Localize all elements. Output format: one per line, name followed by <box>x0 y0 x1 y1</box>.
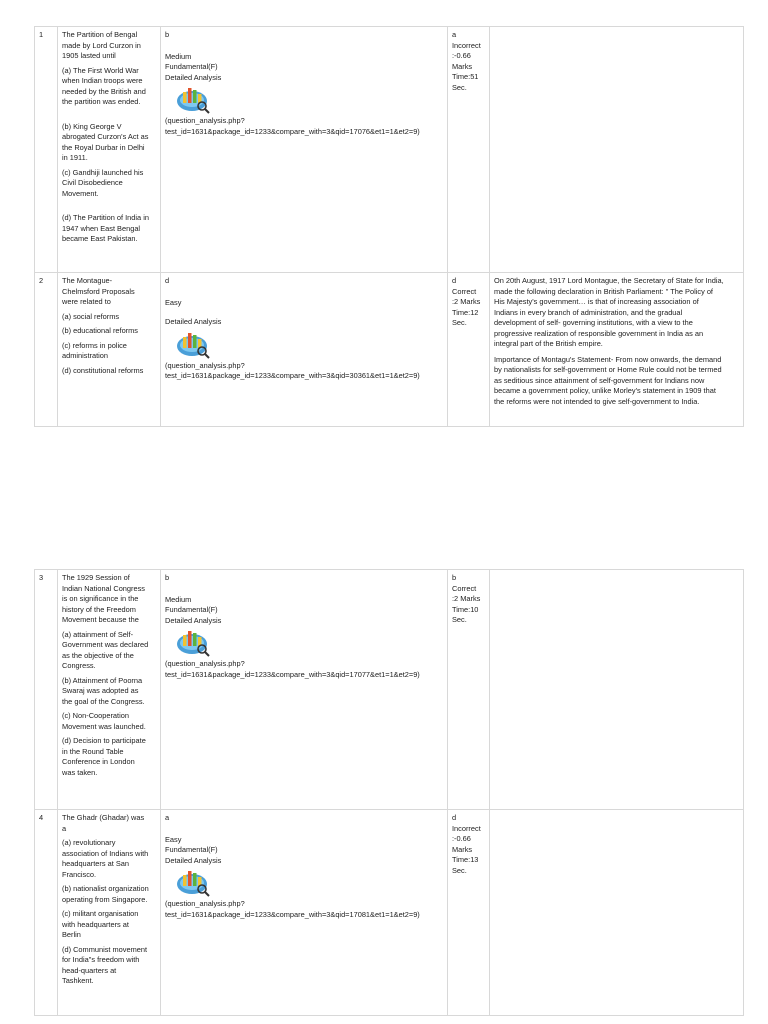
difficulty-label: Easy <box>165 297 182 307</box>
correct-answer: d <box>452 813 457 822</box>
question-cell <box>58 570 161 810</box>
result-marks: :-0.66 <box>452 834 471 844</box>
your-answer: b <box>165 573 170 582</box>
result-marks-label: Marks <box>452 844 473 854</box>
option-b: (b) King George V abrogated Curzon's Act as the Royal Durbar in Delhi in 1911. <box>62 121 149 163</box>
answer-cell <box>161 273 448 427</box>
option-a: (a) attainment of Self- Government was declared as the objective of the Congress. <box>62 629 149 671</box>
question-cell <box>58 273 161 427</box>
result-cell <box>448 273 490 427</box>
question-text: The 1929 Session of Indian National Congress is on significance in the history of the Freedom Movement because the <box>62 573 145 625</box>
your-answer: a <box>165 813 170 822</box>
question-number: 1 <box>35 27 58 273</box>
question-cell <box>58 27 161 273</box>
question-number: 3 <box>35 570 58 810</box>
result-marks-label: Marks <box>452 61 473 71</box>
result-time: Time:10 <box>452 604 479 614</box>
question-table-2 <box>34 569 744 1016</box>
explanation-paragraph: Importance of Montagu's Statement- From now onwards, the demand by nationalists for self-government or Home Rule could not be termed as seditious since attainment of self-government for Indians now became a government policy, unlike Morley's statement in 1909 that the reforms were not intended to give self-government to India. <box>494 354 722 406</box>
result-time-unit: Sec. <box>452 865 467 875</box>
question-table-1 <box>34 26 744 427</box>
correct-answer: d <box>452 276 457 285</box>
option-c: (c) militant organisation with headquarters at Berlin <box>62 909 139 940</box>
analysis-chart-icon[interactable] <box>174 84 212 114</box>
result-cell <box>448 810 490 1016</box>
analysis-url[interactable]: (question_analysis.php? test_id=1631&package_id=1233&compare_with=3&qid=17076&et1=1&et2=9) <box>165 116 420 136</box>
option-d: (d) constitutional reforms <box>62 365 144 375</box>
option-a: (a) The First World War when Indian troops were needed by the British and the partition was ended. <box>62 65 146 107</box>
detailed-analysis-link[interactable]: Detailed Analysis <box>165 317 222 327</box>
option-c: (c) reforms in police administration <box>62 340 127 361</box>
option-d: (d) The Partition of India in 1947 when East Bengal became East Pakistan. <box>62 213 149 244</box>
table-row <box>35 273 744 427</box>
option-a: (a) revolutionary association of Indians with headquarters at San Francisco. <box>62 838 149 879</box>
difficulty-label: Easy <box>165 834 182 844</box>
option-d: (d) Decision to participate in the Round Table Conference in London was taken. <box>62 736 146 777</box>
difficulty-label: Medium <box>165 594 192 604</box>
result-time-unit: Sec. <box>452 82 467 92</box>
question-cell <box>58 810 161 1016</box>
your-answer: b <box>165 30 170 39</box>
question-text: The Ghadr (Ghadar) was a <box>62 813 145 833</box>
option-b: (b) nationalist organization operating from Singapore. <box>62 884 149 904</box>
category-label: Fundamental(F) <box>165 605 218 615</box>
result-time-unit: Sec. <box>452 318 467 328</box>
result-time-unit: Sec. <box>452 615 467 625</box>
explanation-paragraph: On 20th August, 1917 Lord Montague, the Secretary of State for India, made the following declaration in British Parliament: " The Policy of His Majesty's government… is that of increasing association of Indians in every branch of administration, and the gradual development of self- governing institutions, with a view to the progressive realization of responsible government in India as an integral part of the British empire. <box>494 276 724 349</box>
result-marks: :2 Marks <box>452 594 481 604</box>
your-answer: d <box>165 276 170 285</box>
answer-cell <box>161 27 448 273</box>
explanation-cell <box>490 27 744 273</box>
analysis-url[interactable]: (question_analysis.php? test_id=1631&package_id=1233&compare_with=3&qid=17077&et1=1&et2=9) <box>165 659 420 679</box>
result-time: Time:51 <box>452 72 479 82</box>
analysis-chart-icon[interactable] <box>174 627 212 657</box>
question-text: The Montague- Chelmsford Proposals were related to <box>62 276 135 307</box>
result-marks: :2 Marks <box>452 297 481 307</box>
table-row <box>35 570 744 810</box>
question-number: 2 <box>35 273 58 427</box>
table-row <box>35 27 744 273</box>
correct-answer: a <box>452 30 457 39</box>
explanation-cell <box>490 570 744 810</box>
correct-answer: b <box>452 573 457 582</box>
result-status: Correct <box>452 583 477 593</box>
option-b: (b) Attainment of Poorna Swaraj was adopted as the goal of the Congress. <box>62 675 145 706</box>
result-cell <box>448 570 490 810</box>
detailed-analysis-link[interactable]: Detailed Analysis <box>165 615 222 625</box>
detailed-analysis-link[interactable]: Detailed Analysis <box>165 72 222 82</box>
analysis-url[interactable]: (question_analysis.php? test_id=1631&package_id=1233&compare_with=3&qid=30361&et1=1&et2=9) <box>165 360 420 381</box>
answer-cell <box>161 570 448 810</box>
option-d: (d) Communist movement for India"s freedom with head-quarters at Tashkent. <box>62 944 148 986</box>
detailed-analysis-link[interactable]: Detailed Analysis <box>165 855 222 865</box>
analysis-chart-icon[interactable] <box>174 867 212 897</box>
category-label: Fundamental(F) <box>165 62 218 72</box>
explanation-cell <box>490 810 744 1016</box>
analysis-url[interactable]: (question_analysis.php? test_id=1631&package_id=1233&compare_with=3&qid=17081&et1=1&et2=9) <box>165 899 420 919</box>
result-status: Incorrect <box>452 40 481 50</box>
result-time: Time:13 <box>452 855 479 865</box>
result-time: Time:12 <box>452 307 479 317</box>
question-number: 4 <box>35 810 58 1016</box>
result-marks: :-0.66 <box>452 51 471 61</box>
answer-cell <box>161 810 448 1016</box>
question-text: The Partition of Bengal made by Lord Curzon in 1905 lasted until <box>62 30 141 61</box>
result-cell <box>448 27 490 273</box>
result-status: Correct <box>452 286 477 296</box>
option-c: (c) Gandhiji launched his Civil Disobedience Movement. <box>62 167 144 198</box>
option-a: (a) social reforms <box>62 311 120 321</box>
option-c: (c) Non-Cooperation Movement was launched. <box>62 711 146 731</box>
table-row <box>35 810 744 1016</box>
difficulty-label: Medium <box>165 51 192 61</box>
explanation-cell <box>490 273 744 427</box>
result-status: Incorrect <box>452 823 481 833</box>
analysis-chart-icon[interactable] <box>174 329 212 359</box>
option-b: (b) educational reforms <box>62 326 138 336</box>
category-label: Fundamental(F) <box>165 845 218 855</box>
